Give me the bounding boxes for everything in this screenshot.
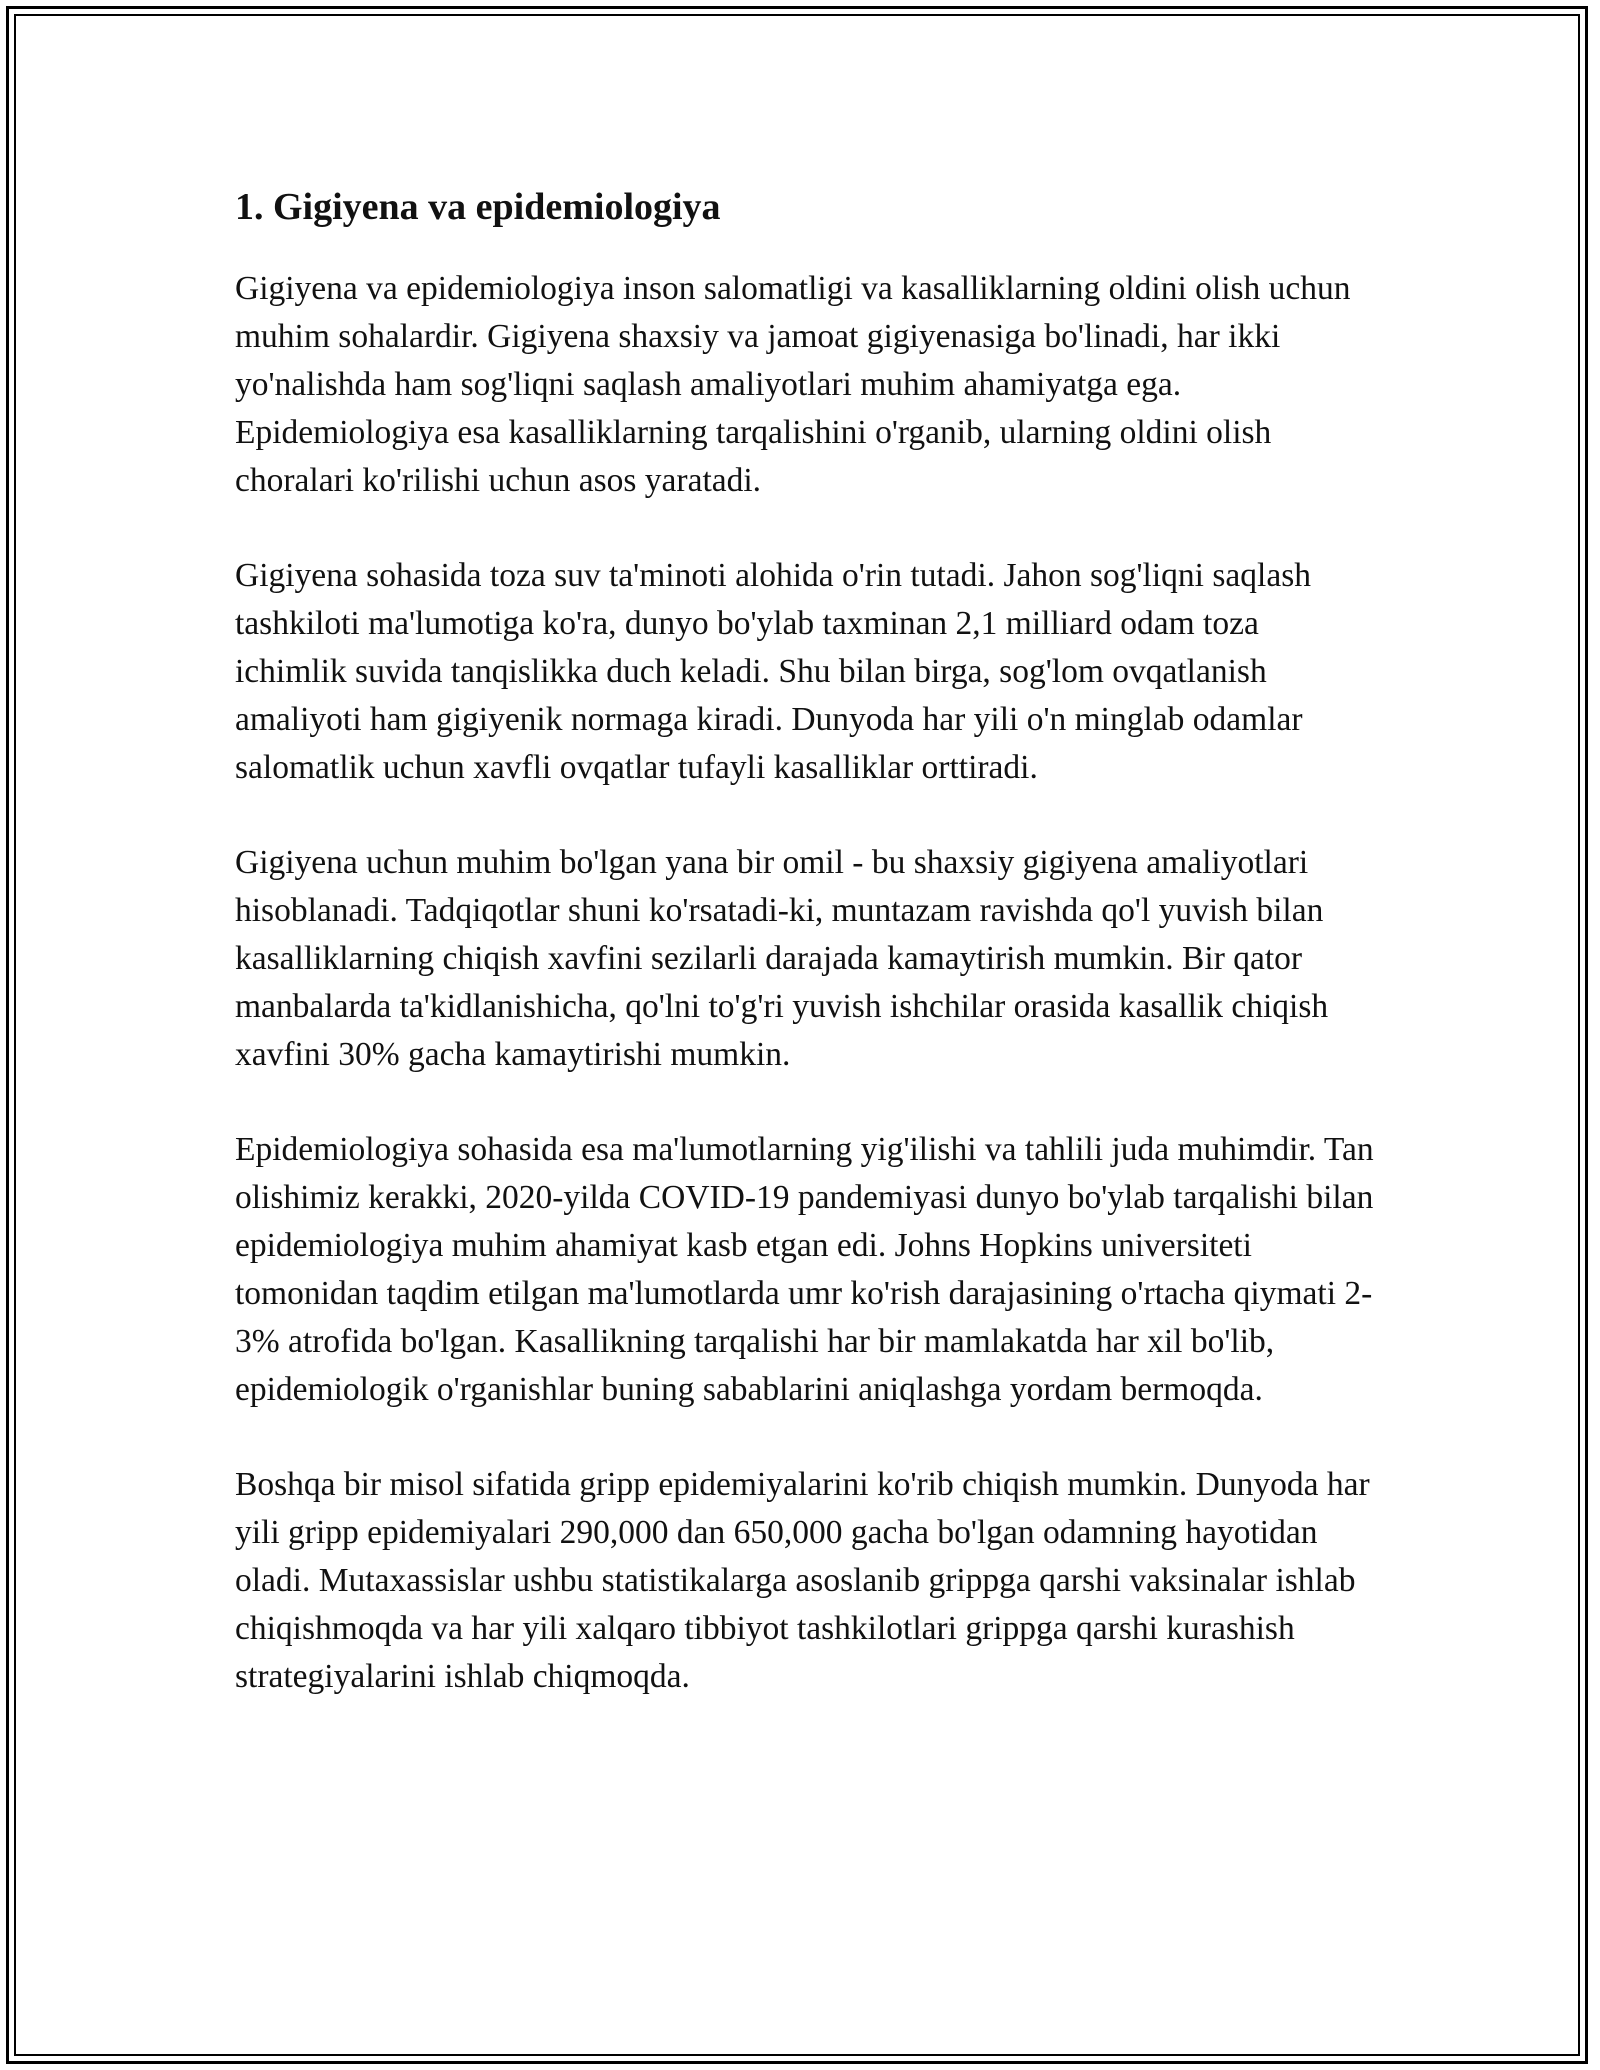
paragraph-water-supply: Gigiyena sohasida toza suv ta'minoti alohida o'rin tutadi. Jahon sog'liqni saqlash tashkiloti ma'lumotiga ko'ra, dunyo bo'ylab taxminan 2,1 milliard odam toza ichimlik suvida tanqislikka duch keladi. Shu bilan birga, sog'lom ovqatlanish amaliyoti ham gigiyenik normaga kiradi. Dunyoda har yili o'n minglab odamlar salomatlik uchun xavfli ovqatlar tufayli kasalliklar orttiradi.: [235, 556, 1311, 786]
paragraph-influenza: Boshqa bir misol sifatida gripp epidemiyalarini ko'rib chiqish mumkin. Dunyoda har yili gripp epidemiyalari 290,000 dan 650,000 gacha bo'lgan odamning hayotidan oladi. Mutaxassislar ushbu statistikalarga asoslanib grippga qarshi vaksinalar ishlab chiqishmoqda va har yili xalqaro tibbiyot tashkilotlari grippga qarshi kurashish strategiyalarini ishlab chiqmoqda.: [235, 1465, 1370, 1695]
paragraph-intro: Gigiyena va epidemiologiya inson salomatligi va kasalliklarning oldini olish uchun muhim sohalardir. Gigiyena shaxsiy va jamoat gigiyenasiga bo'linadi, har ikki yo'nalishda ham sog'liqni saqlash amaliyotlari muhim ahamiyatga ega. Epidemiologiya esa kasalliklarning tarqalishini o'rganib, ularning oldini olish choralari ko'rilishi uchun asos yaratadi.: [235, 269, 1351, 499]
paragraph-covid: Epidemiologiya sohasida esa ma'lumotlarning yig'ilishi va tahlili juda muhimdir. Tan olishimiz kerakki, 2020-yilda COVID-19 pandemiyasi dunyo bo'ylab tarqalishi bilan epidemiologiya muhim ahamiyat kasb etgan edi. Johns Hopkins universiteti tomonidan taqdim etilgan ma'lumotlarda umr ko'rish darajasining o'rtacha qiymati 2-3% atrofida bo'lgan. Kasallikning tarqalishi har bir mamlakatda har xil bo'lib, epidemiologik o'rganishlar buning sabablarini aniqlashga yordam bermoqda.: [235, 1130, 1374, 1408]
section-heading: 1. Gigiyena va epidemiologiya: [235, 186, 721, 228]
paragraph-personal-hygiene: Gigiyena uchun muhim bo'lgan yana bir omil - bu shaxsiy gigiyena amaliyotlari hisoblanadi. Tadqiqotlar shuni ko'rsatadi-ki, muntazam ravishda qo'l yuvish bilan kasalliklarning chiqish xavfini sezilarli darajada kamaytirish mumkin. Bir qator manbalarda ta'kidlanishicha, qo'lni to'g'ri yuvish ishchilar orasida kasallik chiqish xavfini 30% gacha kamaytirishi mumkin.: [235, 843, 1329, 1073]
document-body: [235, 185, 1375, 1748]
